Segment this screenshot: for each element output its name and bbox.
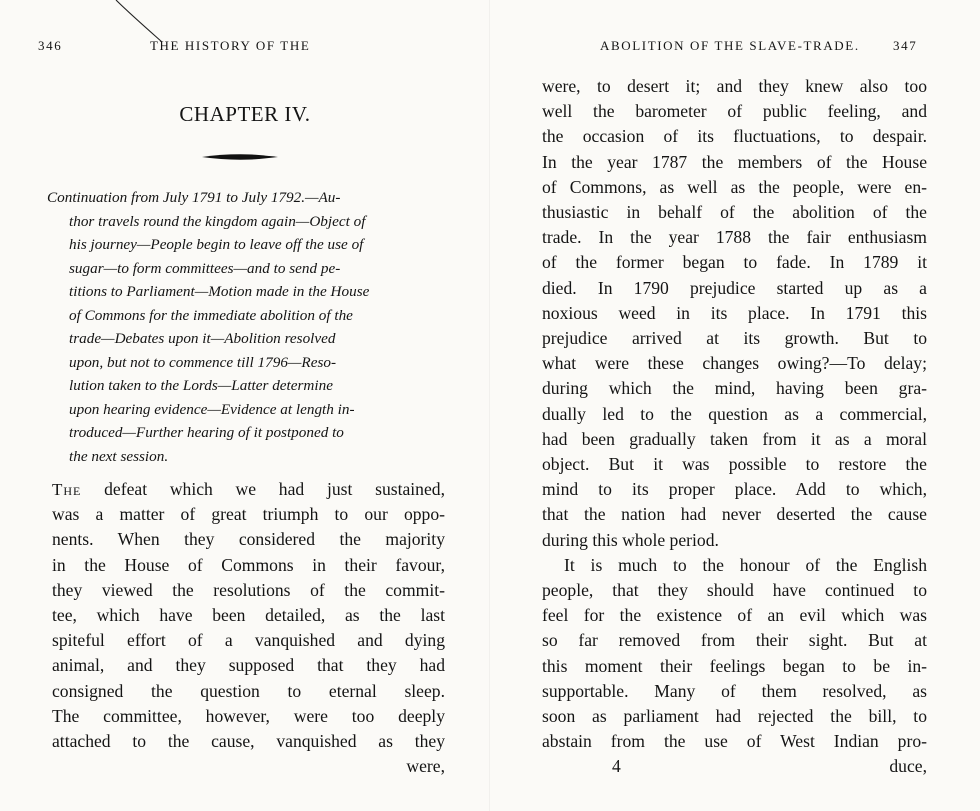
body-line: noxious weed in its place. In 1791 this	[542, 302, 927, 323]
body-line: of the former began to fade. In 1789 it	[542, 252, 927, 273]
right-page	[490, 0, 980, 811]
body-line: trade. In the year 1788 the fair enthusiasm	[542, 227, 927, 248]
body-line: people, that they should have continued to	[542, 580, 927, 601]
ornamental-rule	[0, 147, 490, 167]
body-line: they viewed the resolutions of the commit-	[52, 579, 445, 600]
body-line: well the barometer of public feeling, and	[542, 101, 927, 122]
synopsis-line: the next session.	[69, 447, 169, 465]
running-head: ABOLITION OF THE SLAVE-TRADE.	[600, 38, 860, 53]
body-line: tee, which have been detailed, as the last	[52, 605, 445, 626]
catchword: duce,	[889, 756, 927, 777]
body-line: this moment their feelings began to be in-	[542, 655, 927, 676]
body-line: of Commons, as well as the people, were en-	[542, 176, 927, 197]
body-line: abstain from the use of West Indian pro-	[542, 731, 927, 752]
body-line-first	[52, 477, 445, 502]
body-text-left	[52, 477, 445, 779]
signature-mark: 4	[612, 756, 621, 777]
body-line: mind to its proper place. Add to which,	[542, 479, 927, 500]
dropcap-word: The	[52, 480, 82, 499]
synopsis-line: thor travels round the kingdom again—Object of	[69, 212, 366, 230]
body-line: had been gradually taken from it as a moral	[542, 428, 927, 449]
body-line: dually led to the question as a commercial,	[542, 403, 927, 424]
body-line: animal, and they supposed that they had	[52, 655, 445, 676]
first-line-text: defeat which we had just sustained,	[104, 479, 445, 499]
page-number: 346	[38, 38, 63, 53]
body-line: The committee, however, were too deeply	[52, 705, 445, 726]
body-line: attached to the cause, vanquished as they	[52, 731, 445, 752]
body-line: thusiastic in behalf of the abolition of the	[542, 202, 927, 223]
page-footer	[542, 754, 927, 779]
synopsis-line: sugar—to form committees—and to send pe-	[69, 259, 341, 277]
body-line: during which the mind, having been gra-	[542, 378, 927, 399]
page-number: 347	[893, 38, 918, 53]
body-line: during this whole period.	[542, 529, 719, 550]
body-line: spiteful effort of a vanquished and dying	[52, 630, 445, 651]
body-line: It is much to the honour of the English	[564, 554, 927, 575]
body-line: in the House of Commons in their favour,	[52, 554, 445, 575]
body-line: In the year 1787 the members of the House	[542, 151, 927, 172]
synopsis-line: lution taken to the Lords—Latter determine	[69, 377, 333, 394]
body-line: object. But it was possible to restore the	[542, 454, 927, 475]
synopsis-line: his journey—People begin to leave off the use of	[69, 236, 364, 253]
body-line: nents. When they considered the majority	[52, 529, 445, 550]
body-line: prejudice arrived at its growth. But to	[542, 328, 927, 349]
synopsis-line: upon hearing evidence—Evidence at length in-	[69, 400, 355, 418]
body-line: the occasion of its fluctuations, to despair.	[542, 126, 927, 147]
body-line: soon as parliament had rejected the bill, to	[542, 706, 927, 727]
synopsis-line: troduced—Further hearing of it postponed to	[69, 424, 344, 441]
body-line: that the nation had never deserted the cause	[542, 504, 927, 525]
body-line: what were these changes owing?—To delay;	[542, 353, 927, 374]
body-line: died. In 1790 prejudice started up as a	[542, 277, 927, 298]
synopsis-line: Continuation from July 1791 to July 1792.—Au-	[47, 189, 341, 206]
body-line: supportable. Many of them resolved, as	[542, 680, 927, 701]
catchword: were,	[406, 756, 445, 777]
chapter-title: CHAPTER IV.	[179, 102, 311, 126]
body-line: so far removed from their sight. But at	[542, 630, 927, 651]
synopsis-line: titions to Parliament—Motion made in the House	[69, 283, 370, 300]
body-line: consigned the question to eternal sleep.	[52, 680, 445, 701]
body-line: feel for the existence of an evil which was	[542, 605, 927, 626]
body-text-right	[542, 74, 927, 779]
chapter-synopsis	[47, 186, 442, 468]
synopsis-line: upon, but not to commence till 1796—Reso-	[69, 353, 337, 371]
body-line: were, to desert it; and they knew also too	[542, 76, 927, 96]
body-line: was a matter of great triumph to our oppo-	[52, 504, 445, 525]
running-head: THE HISTORY OF THE	[150, 38, 311, 53]
synopsis-line: of Commons for the immediate abolition of the	[69, 306, 353, 324]
synopsis-line: trade—Debates upon it—Abolition resolved	[69, 330, 336, 347]
pen-stroke-mark	[114, 0, 166, 42]
